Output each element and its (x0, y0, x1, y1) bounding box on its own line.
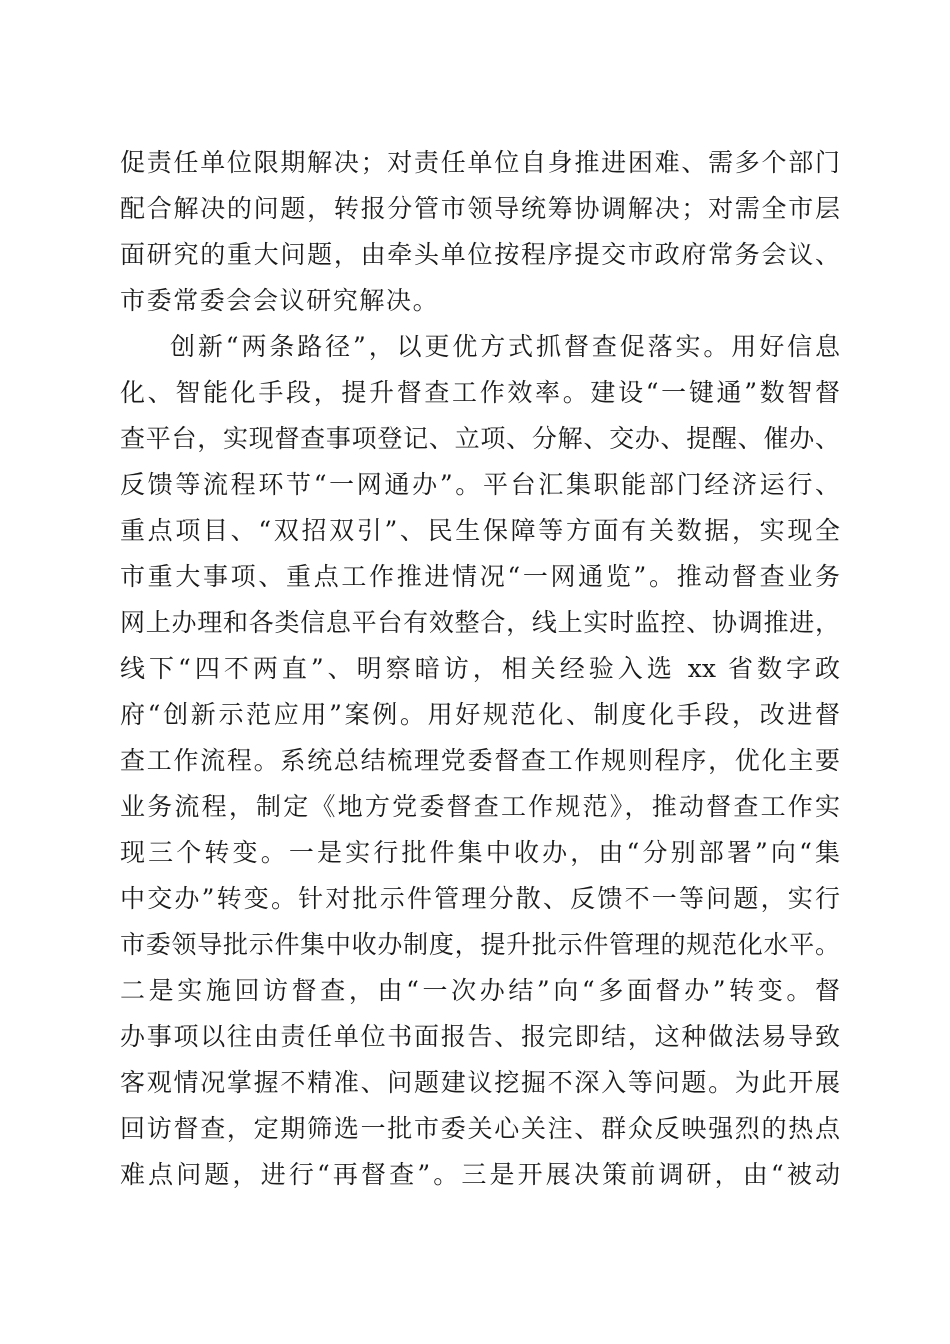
text-line: 促责任单位限期解决；对责任单位自身推进困难、需多个部门 (120, 148, 840, 177)
text-line: 查平台，实现督查事项登记、立项、分解、交办、提醒、催办、 (120, 424, 840, 453)
text-line: 府“创新示范应用”案例。用好规范化、制度化手段，改进督 (120, 700, 840, 729)
text-line: 查工作流程。系统总结梳理党委督查工作规则程序，优化主要 (120, 746, 840, 775)
text-line: 中交办”转变。针对批示件管理分散、反馈不一等问题，实行 (120, 884, 840, 913)
text-line: 重点项目、“双招双引”、民生保障等方面有关数据，实现全 (120, 516, 840, 545)
text-line: 市重大事项、重点工作推进情况“一网通览”。推动督查业务 (120, 562, 840, 591)
body-text (120, 140, 840, 1198)
text-line: 面研究的重大问题，由牵头单位按程序提交市政府常务会议、 (120, 240, 840, 269)
text-line: 反馈等流程环节“一网通办”。平台汇集职能部门经济运行、 (120, 470, 840, 499)
text-line: 配合解决的问题，转报分管市领导统筹协调解决；对需全市层 (120, 194, 840, 223)
text-line: 化、智能化手段，提升督查工作效率。建设“一键通”数智督 (120, 378, 840, 407)
text-line: 客观情况掌握不精准、问题建议挖掘不深入等问题。为此开展 (120, 1068, 840, 1097)
text-line: 市委领导批示件集中收办制度，提升批示件管理的规范化水平。 (120, 930, 840, 959)
text-line: 市委常委会会议研究解决。 (120, 286, 440, 315)
text-line: 线下“四不两直”、明察暗访，相关经验入选 xx 省数字政 (120, 654, 840, 683)
text-line: 回访督查，定期筛选一批市委关心关注、群众反映强烈的热点 (120, 1114, 840, 1143)
text-line: 二是实施回访督查，由“一次办结”向“多面督办”转变。督 (120, 976, 840, 1005)
text-line: 创新“两条路径”，以更优方式抓督查促落实。用好信息 (170, 332, 840, 361)
text-line: 现三个转变。一是实行批件集中收办，由“分别部署”向“集 (120, 838, 840, 867)
text-line: 网上办理和各类信息平台有效整合，线上实时监控、协调推进， (120, 608, 840, 637)
text-line: 办事项以往由责任单位书面报告、报完即结，这种做法易导致 (120, 1022, 840, 1051)
text-line: 业务流程，制定《地方党委督查工作规范》，推动督查工作实 (120, 792, 840, 821)
text-line: 难点问题，进行“再督查”。三是开展决策前调研，由“被动 (120, 1160, 840, 1189)
